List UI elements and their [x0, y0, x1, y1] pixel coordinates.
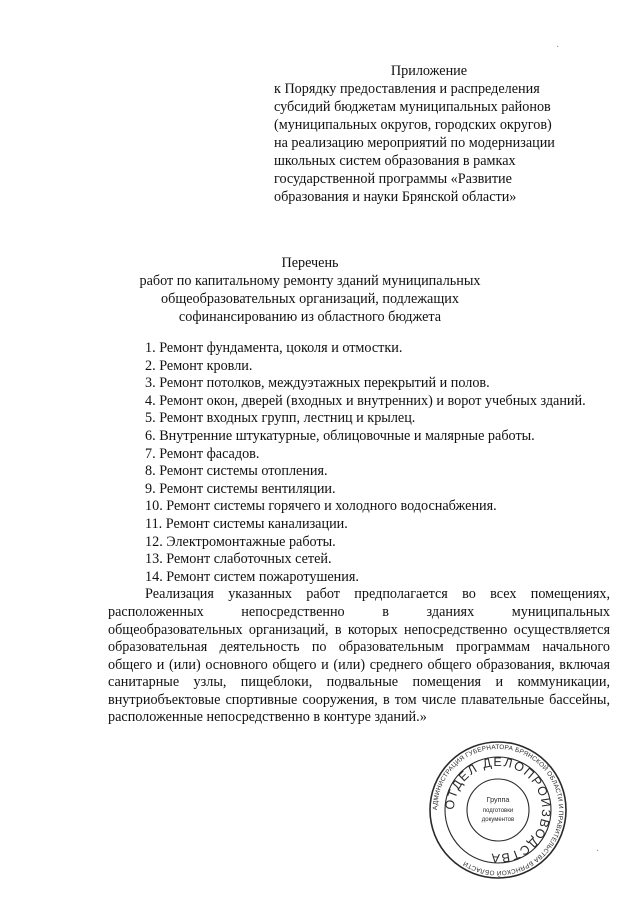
stamp-center-line: Группа: [486, 795, 510, 804]
list-item: 1. Ремонт фундамента, цоколя и отмостки.: [145, 340, 403, 356]
scan-speck: ·: [556, 42, 560, 53]
list-item: 4. Ремонт окон, дверей (входных и внутренних) и ворот учебных зданий.: [145, 392, 586, 409]
list-item: 11. Ремонт системы канализации.: [145, 515, 348, 532]
list-item: 13. Ремонт слаботочных сетей.: [145, 551, 332, 568]
heading-line: софинансированию из областного бюджета: [178, 309, 442, 325]
closing-paragraph: Реализация указанных работ предполагается во всех помещениях, расположенных непосредственно в зданиях муниципальных общеобразовательных организаций, в которых непосредственно осуществляется образовательная деятельность по образовательным программам начального общего и (или) основного общего и (или) среднего общего образования, включая санитарные узлы, пищеблоки, подвальные помещения и коммуникации, внутриобъектовые спортивные сооружения, в том числе плавательные бассейны, расположенные непосредственно в контуре зданий.»: [108, 586, 610, 726]
heading-title: Перечень: [281, 255, 339, 271]
list-item: 5. Ремонт входных групп, лестниц и крылец.: [145, 410, 416, 427]
appendix-line: (муниципальных округов, городских округов): [274, 117, 552, 133]
stamp-outer-text: АДМИНИСТРАЦИЯ ГУБЕРНАТОРА БРЯНСКОЙ ОБЛАСТИ И ПРАВИТЕЛЬСТВА БРЯНСКОЙ ОБЛАСТИ: [431, 743, 565, 877]
heading-line: работ по капитальному ремонту зданий муниципальных: [139, 273, 481, 289]
appendix-line: государственной программы «Развитие: [274, 171, 512, 187]
official-stamp: [428, 740, 568, 880]
list-item: 9. Ремонт системы вентиляции.: [145, 480, 336, 497]
stamp-center-line: подготовки: [482, 808, 514, 814]
list-item: 10. Ремонт системы горячего и холодного водоснабжения.: [145, 498, 497, 515]
list-item: 12. Электромонтажные работы.: [145, 533, 336, 550]
list-item: 7. Ремонт фасадов.: [145, 445, 260, 462]
list-heading: [110, 254, 510, 326]
stamp-inner-text: ОТДЕЛ ДЕЛОПРОИЗВОДСТВА: [442, 754, 554, 866]
list-item: 3. Ремонт потолков, междуэтажных перекрытий и полов.: [145, 375, 490, 392]
heading-line: общеобразовательных организаций, подлежащих: [161, 291, 459, 307]
scan-speck: ·: [596, 846, 600, 857]
appendix-title: Приложение: [390, 63, 468, 79]
list-item: 8. Ремонт системы отопления.: [145, 463, 328, 480]
appendix-line: к Порядку предоставления и распределения: [274, 81, 540, 97]
list-item: 2. Ремонт кровли.: [145, 357, 253, 374]
stamp-center-line: документов: [481, 817, 515, 823]
stamp-seal-icon: [428, 740, 568, 880]
appendix-line: на реализацию мероприятий по модернизации: [274, 135, 555, 151]
appendix-line: субсидий бюджетам муниципальных районов: [274, 99, 551, 115]
appendix-line: школьных систем образования в рамках: [274, 153, 516, 169]
appendix-line: образования и науки Брянской области»: [274, 189, 517, 205]
works-list: [108, 340, 610, 727]
appendix-block: [274, 62, 594, 206]
list-item: 14. Ремонт систем пожаротушения.: [145, 568, 359, 585]
list-item: 6. Внутренние штукатурные, облицовочные и малярные работы.: [145, 427, 535, 444]
